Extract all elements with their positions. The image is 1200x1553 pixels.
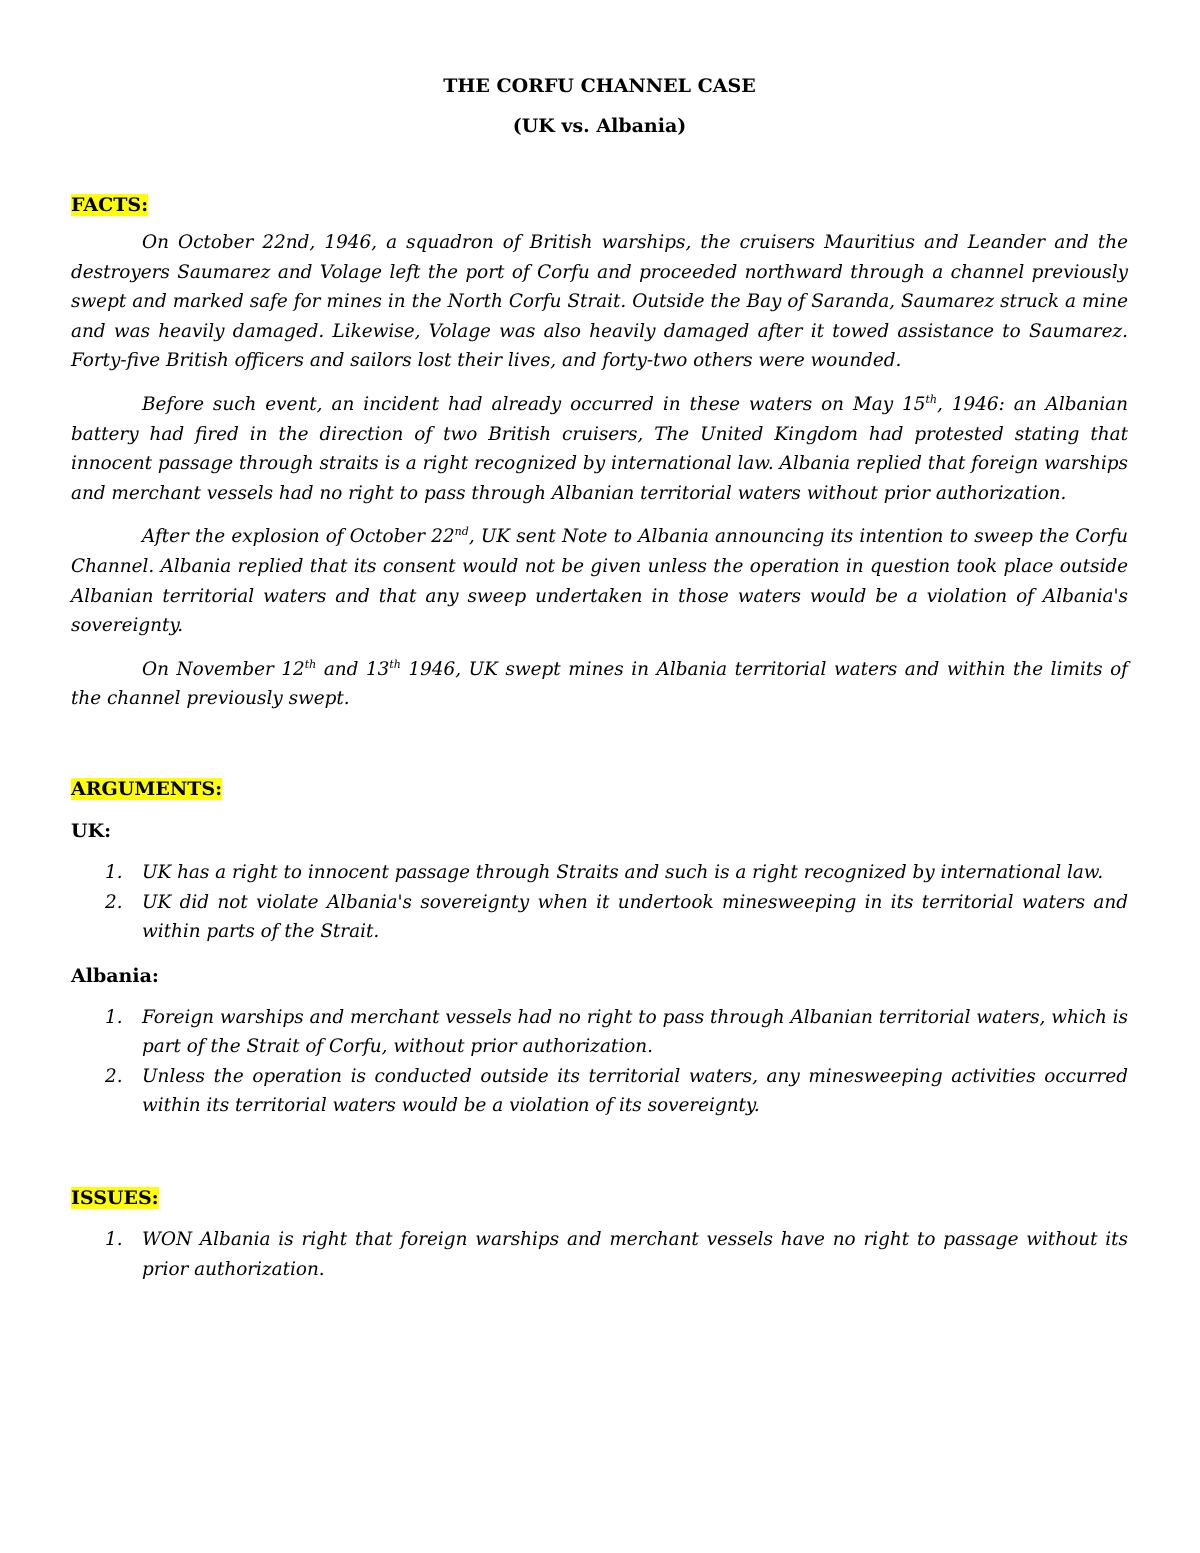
issues-heading [71,1185,1128,1211]
facts-paragraph-2 [71,390,1128,508]
facts-paragraph-3-text-a: After the explosion of October 22 [142,526,455,548]
list-item [71,1003,1128,1062]
facts-paragraph-2-text-a: Before such event, an incident had already occurred in these waters on May 15 [142,393,926,415]
arguments-heading [71,776,1128,802]
document-content [71,72,1128,1284]
list-item [71,1062,1128,1121]
list-item-text: WON Albania is right that foreign warships and merchant vessels have no right to passage without its prior authorization. [142,1229,1128,1280]
document-subtitle: (UK vs. Albania) [512,115,687,137]
list-item-text: Unless the operation is conducted outside its territorial waters, any minesweeping activities occurred within its territorial waters would be a violation of its sovereignty. [142,1065,1128,1117]
list-item-number: 2. [105,891,123,913]
facts-paragraph-4 [71,655,1128,714]
list-item-number: 1. [105,1006,123,1028]
ordinal-suffix: nd [454,525,469,539]
document-title: THE CORFU CHANNEL CASE [443,75,756,97]
list-item [71,1225,1128,1284]
list-item-number: 2. [105,1065,123,1087]
list-item [71,888,1128,947]
facts-paragraph-1 [71,228,1128,376]
facts-paragraph-3 [71,522,1128,640]
issues-heading-highlight: ISSUES: [71,1187,159,1210]
facts-paragraph-4-text-c: 1946, UK swept mines in Albania territorial waters and within the limits of the channel previously swept. [71,658,1128,710]
arguments-heading-highlight: ARGUMENTS: [71,777,223,800]
list-item-text: UK did not violate Albania's sovereignty when it undertook minesweeping in its territorial waters and within parts of the Strait. [142,891,1128,943]
facts-paragraph-2-text-b: , 1946: an Albanian battery had fired in the direction of two British cruisers, The United Kingdom had protested stating that innocent passage through straits is a right recognized by international law. Albania replied that foreign warships and merchant vessels had no right to pass through Albanian territorial waters without prior authorization. [71,393,1128,504]
uk-arguments-list [71,858,1128,947]
facts-paragraph-1-text: On October 22nd, 1946, a squadron of British warships, the cruisers Mauritius and Leander and the destroyers Saumarez and Volage left the port of Corfu and proceeded northward through a channel previously swept and marked safe for mines in the North Corfu Strait. Outside the Bay of Saranda, Saumarez struck a mine and was heavily damaged. Likewise, Volage was also heavily damaged after it towed assistance to Saumarez. Forty-five British officers and sailors lost their lives, and forty-two others were wounded. [71,232,1128,372]
albania-label: Albania: [71,964,159,987]
uk-label: UK: [71,819,112,842]
ordinal-suffix: th [925,392,938,406]
facts-paragraph-4-text-a: On November 12 [142,658,305,680]
list-item [71,858,1128,888]
ordinal-suffix: th [304,657,317,671]
list-item-number: 1. [105,1229,123,1251]
ordinal-suffix: th [389,657,401,671]
list-item-text: Foreign warships and merchant vessels had no right to pass through Albanian territorial waters, which is part of the Strait of Corfu, without prior authorization. [142,1006,1128,1058]
list-item-text: UK has a right to innocent passage through Straits and such is a right recognized by international law. [142,861,1104,883]
facts-heading [71,192,1128,218]
facts-paragraph-3-text-b: , UK sent Note to Albania announcing its intention to sweep the Corfu Channel. Albania replied that its consent would not be given unless the operation in question took place outside Albanian territorial waters and that any sweep undertaken in those waters would be a violation of Albania's sovereignty. [71,526,1129,637]
facts-heading-highlight: FACTS: [71,194,149,216]
list-item-number: 1. [105,861,123,883]
issues-list [71,1225,1128,1284]
facts-paragraph-4-text-b: and 13 [316,658,390,680]
albania-arguments-list [71,1003,1128,1121]
